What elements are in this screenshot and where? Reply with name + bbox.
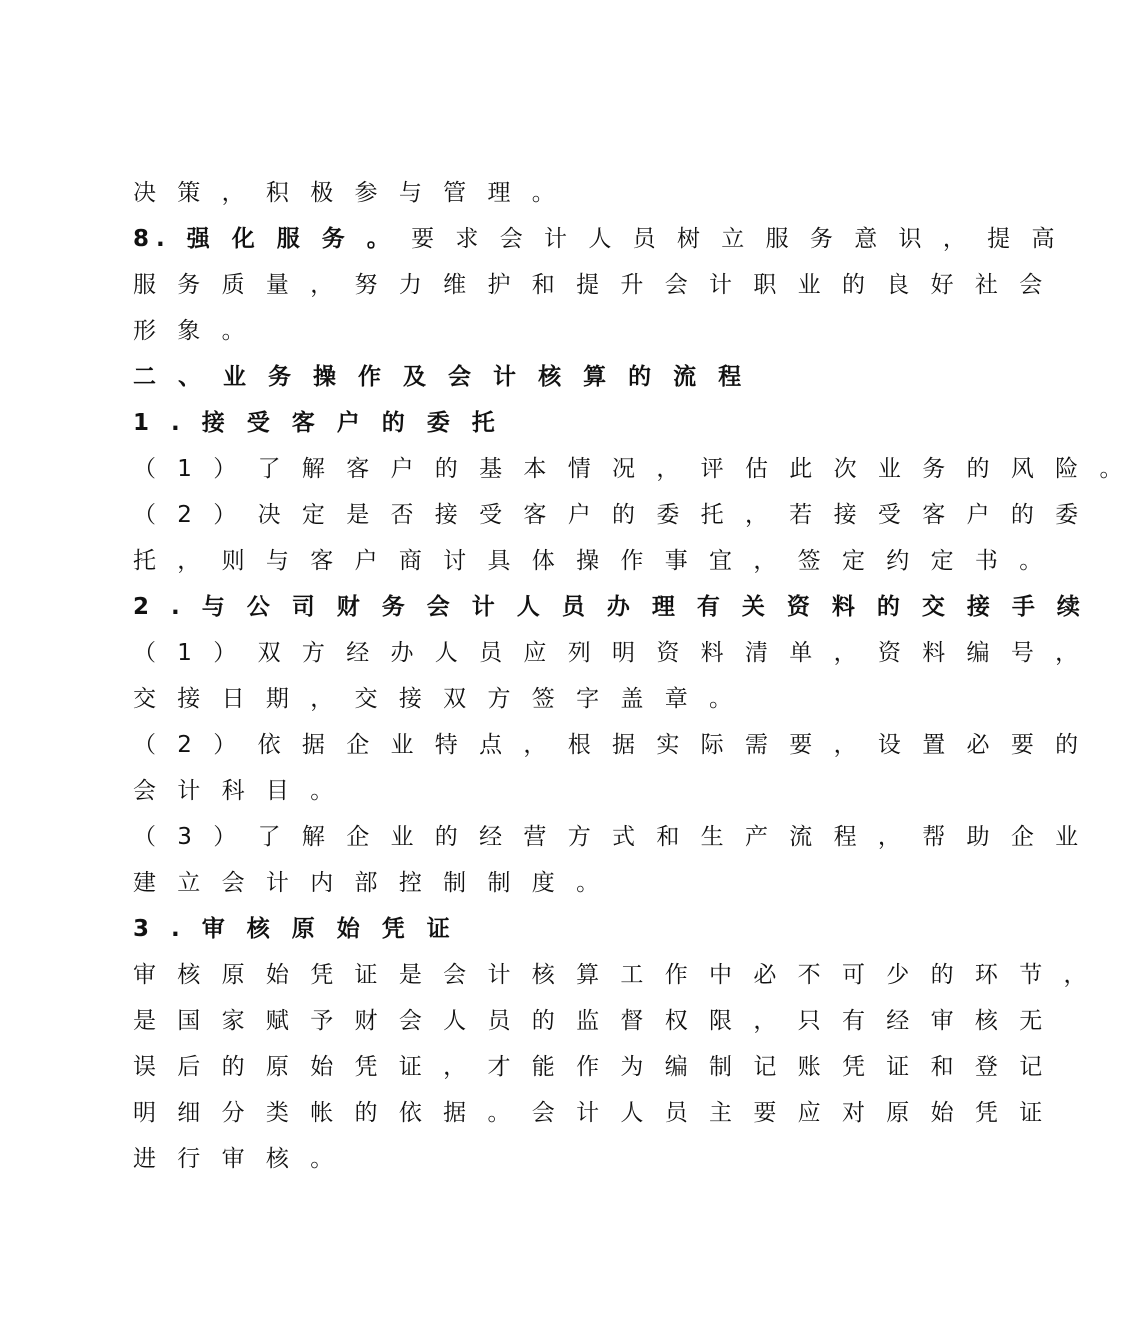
paragraph-line: 交 接 日 期 ， 交 接 双 方 签 字 盖 章 。	[133, 686, 740, 712]
paragraph-line: 审 核 原 始 凭 证 是 会 计 核 算 工 作 中 必 不 可 少 的 环 节 ，	[133, 962, 1094, 988]
paragraph-line: 进 行 审 核 。	[133, 1146, 341, 1172]
paragraph-line: 服 务 质 量 ， 努 力 维 护 和 提 升 会 计 职 业 的 良 好 社 会	[133, 272, 1050, 298]
subsection-heading-2: 2 . 与 公 司 财 务 会 计 人 员 办 理 有 关 资 料 的 交 接 手 续	[133, 594, 1087, 620]
paragraph-line: 明 细 分 类 帐 的 依 据 。 会 计 人 员 主 要 应 对 原 始 凭 证	[133, 1100, 1050, 1126]
subsection-heading-1: 1 . 接 受 客 户 的 委 托	[133, 410, 502, 436]
paragraph-line: （ 2 ） 决 定 是 否 接 受 客 户 的 委 托 ， 若 接 受 客 户 的 委	[133, 502, 1086, 528]
paragraph-line: 会 计 科 目 。	[133, 778, 341, 804]
chapter-heading: 二 、 业 务 操 作 及 会 计 核 算 的 流 程	[133, 364, 749, 390]
paragraph-line: 是 国 家 赋 予 财 会 人 员 的 监 督 权 限 ， 只 有 经 审 核 无	[133, 1008, 1050, 1034]
subsection-heading-3: 3 . 审 核 原 始 凭 证	[133, 916, 457, 942]
paragraph-line: 决 策 ， 积 极 参 与 管 理 。	[133, 180, 562, 206]
paragraph-line: 形 象 。	[133, 318, 252, 344]
paragraph-line: （ 1 ） 双 方 经 办 人 员 应 列 明 资 料 清 单 ， 资 料 编 号 ，	[133, 640, 1086, 666]
paragraph-line: （ 2 ） 依 据 企 业 特 点 ， 根 据 实 际 需 要 ， 设 置 必 要 的	[133, 732, 1086, 758]
paragraph-line: （ 3 ） 了 解 企 业 的 经 营 方 式 和 生 产 流 程 ， 帮 助 企 业	[133, 824, 1086, 850]
section-8-heading: 8. 强 化 服 务 。	[133, 226, 397, 252]
paragraph-line: 误 后 的 原 始 凭 证 ， 才 能 作 为 编 制 记 账 凭 证 和 登 记	[133, 1054, 1050, 1080]
paragraph-line: 建 立 会 计 内 部 控 制 制 度 。	[133, 870, 607, 896]
paragraph-line: （ 1 ） 了 解 客 户 的 基 本 情 况 ， 评 估 此 次 业 务 的 风 险 。	[133, 456, 1129, 482]
section-8-line: 8. 强 化 服 务 。 要 求 会 计 人 员 树 立 服 务 意 识 ， 提 高	[133, 226, 1062, 252]
paragraph-line: 托 ， 则 与 客 户 商 讨 具 体 操 作 事 宜 ， 签 定 约 定 书 。	[133, 548, 1050, 574]
